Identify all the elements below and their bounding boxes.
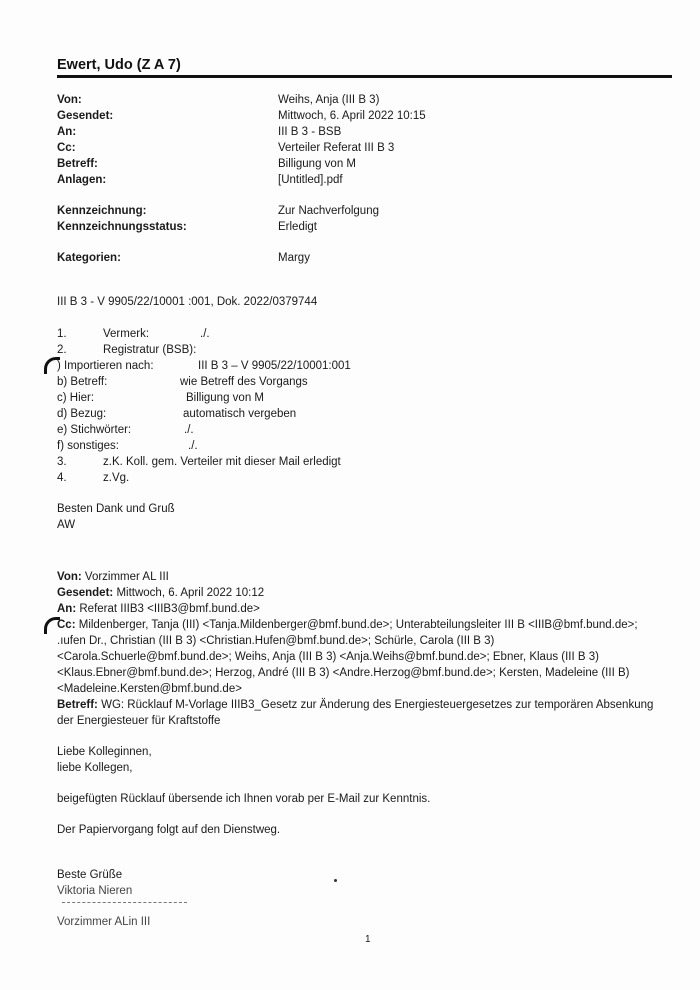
item-label-hier: c) Hier: (57, 392, 95, 404)
fwd-value-von: Vorzimmer AL III (84, 571, 169, 583)
item-num-3: 3. (57, 456, 67, 468)
flag-label-kennzeichnung: Kennzeichnung: (57, 205, 147, 217)
fwd-betreff-line-2: der Energiesteuer für Kraftstoffe (57, 715, 221, 727)
item-value-betreff: wie Betreff des Vorgangs (180, 376, 308, 388)
page-number: 1 (365, 934, 371, 945)
fwd-cc-line-3: <Carola.Schuerle@bmf.bund.de>; Weihs, Anja (III B 3) <Anja.Weihs@bmf.bund.de>; Ebner, Klaus (III B 3) (57, 651, 599, 663)
scan-speck (334, 879, 337, 882)
closing-text: Besten Dank und Gruß (57, 503, 175, 515)
greeting-line-1: Liebe Kolleginnen, (57, 746, 152, 758)
item-label-stichwoerter: e) Stichwörter: (57, 424, 132, 436)
header-rule (57, 75, 672, 78)
flag-value-status: Erledigt (278, 221, 317, 233)
flag-value-kennzeichnung: Zur Nachverfolgung (278, 205, 379, 217)
fwd-cc-line-4: <Klaus.Ebner@bmf.bund.de>; Herzog, André (III B 3) <Andre.Herzog@bmf.bund.de>; Kersten, Madeleine (III B) (57, 667, 630, 679)
item-label-vermerk: Vermerk: (103, 328, 150, 340)
message-paragraph-1: beigefügten Rücklauf übersende ich Ihnen vorab per E-Mail zur Kenntnis. (57, 793, 431, 805)
meta-label-anlagen: Anlagen: (57, 174, 107, 186)
meta-label-an: An: (57, 126, 77, 138)
item-label-importieren: ) Importieren nach: (57, 360, 154, 372)
meta-label-von: Von: (57, 94, 82, 106)
item-label-bezug: d) Bezug: (57, 408, 107, 420)
greeting-line-2: liebe Kollegen, (57, 762, 133, 774)
fwd-value-gesendet: Mittwoch, 6. April 2022 10:12 (116, 587, 265, 599)
sign-office: Vorzimmer ALin III (57, 916, 151, 928)
meta-value-cc: Verteiler Referat III B 3 (278, 142, 395, 154)
message-paragraph-2: Der Papiervorgang folgt auf den Dienstweg. (57, 824, 281, 836)
fwd-cc-line-5: <Madeleine.Kersten@bmf.bund.de> (57, 683, 242, 695)
item-label-registratur: Registratur (BSB): (103, 344, 197, 356)
item-num-4: 4. (57, 472, 67, 484)
item-value-bezug: automatisch vergeben (183, 408, 297, 420)
meta-label-cc: Cc: (57, 142, 76, 154)
item-value-sonstiges: ./. (188, 440, 198, 452)
item-value-vermerk: ./. (200, 328, 210, 340)
meta-value-an: III B 3 - BSB (278, 126, 342, 138)
item-num-2: 2. (57, 344, 67, 356)
sign-closing: Beste Grüße (57, 869, 123, 881)
meta-label-gesendet: Gesendet: (57, 110, 114, 122)
meta-value-anlagen[interactable]: [Untitled].pdf (278, 174, 343, 186)
signature-divider (62, 902, 187, 903)
item-num-1: 1. (57, 328, 67, 340)
item-value-hier: Billigung von M (186, 392, 264, 404)
categories-value: Margy (278, 252, 310, 264)
sender-header: Ewert, Udo (Z A 7) (57, 57, 181, 73)
flag-label-status: Kennzeichnungsstatus: (57, 221, 187, 233)
categories-label: Kategorien: (57, 252, 121, 264)
meta-value-betreff: Billigung von M (278, 158, 356, 170)
meta-value-von: Weihs, Anja (III B 3) (278, 94, 380, 106)
fwd-label-cc: Cc: (57, 619, 76, 631)
item-label-sonstiges: f) sonstiges: (57, 440, 119, 452)
fwd-betreff-line-1: WG: Rücklauf M-Vorlage IIIB3_Gesetz zur Änderung des Energiesteuergesetzes zur temporären Absenkung (101, 699, 654, 711)
fwd-value-an: Referat IIIB3 <IIIB3@bmf.bund.de> (79, 603, 260, 615)
item-label-zk: z.K. Koll. gem. Verteiler mit dieser Mail erledigt (103, 456, 341, 468)
fwd-label-an: An: (57, 603, 77, 615)
item-value-importieren: III B 3 – V 9905/22/10001:001 (198, 360, 351, 372)
fwd-label-von: Von: (57, 571, 82, 583)
sign-name: Viktoria Nieren (57, 885, 133, 897)
item-label-betreff: b) Betreff: (57, 376, 108, 388)
meta-value-gesendet: Mittwoch, 6. April 2022 10:15 (278, 110, 426, 122)
item-label-zvg: z.Vg. (103, 472, 130, 484)
fwd-label-betreff: Betreff: (57, 699, 98, 711)
meta-label-betreff: Betreff: (57, 158, 98, 170)
fwd-cc-line-2: .ıufen Dr., Christian (III B 3) <Christian.Hufen@bmf.bund.de>; Schürle, Carola (III B 3) (57, 635, 495, 647)
initials-text: AW (57, 519, 76, 531)
fwd-label-gesendet: Gesendet: (57, 587, 114, 599)
item-value-stichwoerter: ./. (184, 424, 194, 436)
fwd-cc-line-1: Mildenberger, Tanja (III) <Tanja.Mildenberger@bmf.bund.de>; Unterabteilungsleiter III B <IIIB@bmf.bund.de>; (78, 619, 638, 631)
reference-line: III B 3 - V 9905/22/10001 :001, Dok. 2022/0379744 (57, 296, 318, 308)
